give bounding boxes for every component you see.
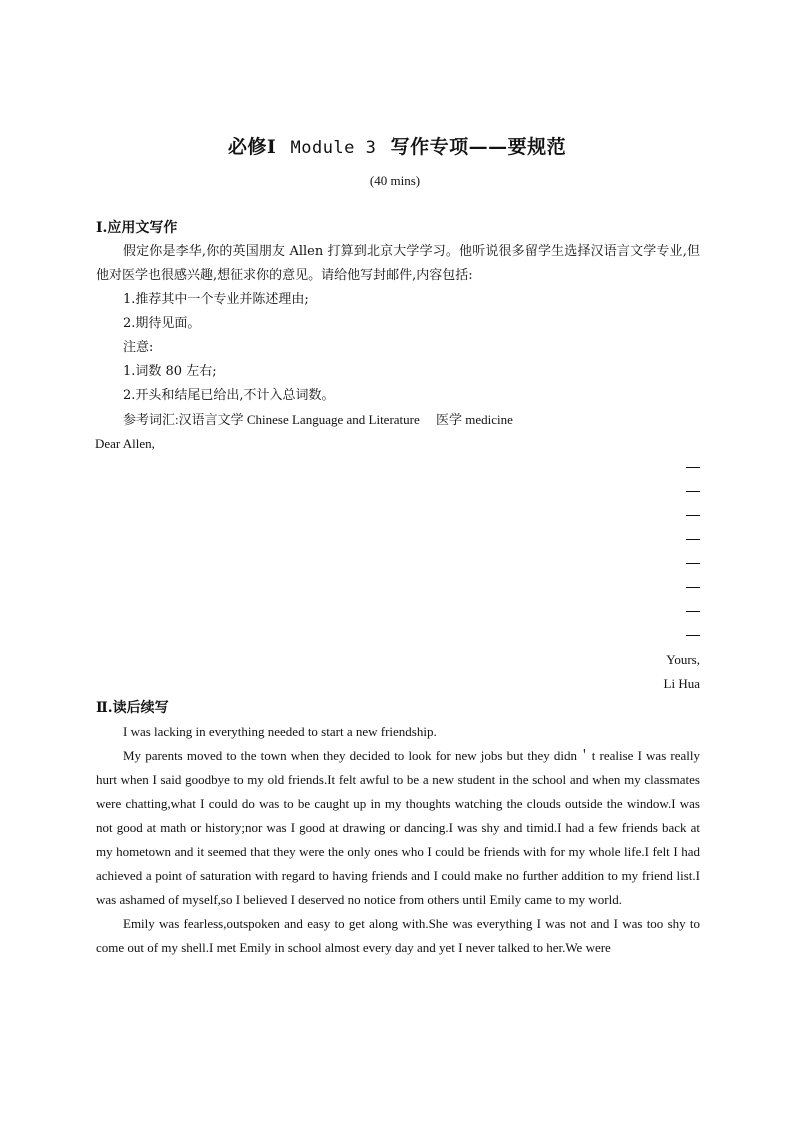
title-suffix: 写作专项——要规范 — [390, 136, 567, 158]
section1-note-label: 注意: — [123, 340, 154, 355]
section1-vocab: 参考词汇:汉语言文学 Chinese Language and Literature 医学 medicine — [123, 412, 513, 427]
section2-paragraph2: My parents moved to the town when they decided to look for new jobs but they didn＇t realise I was really hurt when I said goodbye to my old friends.It felt awful to be a new student in the school and when my classmates were chatting,what I could do was to be caught up in my thoughts watching the clouds outside the window.I was not good at math or history;nor was I good at drawing or dancing.I was shy and timid.I had a few friends back at my hometown and it seemed that they were the only ones who I could be friends with for my whole life.I felt I had achieved a point of saturation with regard to having friends and I could make no further addition to my friend list.I was ashamed of myself,so I believed I deserved no notice from others until Emily came to my world. — [96, 748, 700, 907]
writing-line[interactable] — [96, 456, 700, 480]
page-title — [0, 132, 794, 159]
section1-note1: 1.词数 80 左右; — [123, 364, 217, 379]
section1-note2: 2.开头和结尾已给出,不计入总词数。 — [123, 388, 335, 403]
letter-signature: Li Hua — [663, 676, 700, 691]
section1-point2: 2.期待见面。 — [123, 316, 201, 331]
section2-paragraph3: Emily was fearless,outspoken and easy to get along with.She was everything I was not and I was too shy to come out of my shell.I met Emily in school almost every day and yet I never talked to her.We were — [96, 916, 700, 955]
letter-greeting: Dear Allen, — [95, 436, 155, 451]
writing-line[interactable] — [96, 624, 700, 648]
writing-lines — [96, 456, 700, 648]
title-module: Module 3 — [290, 138, 377, 158]
section1-prompt: 假定你是李华,你的英国朋友 Allen 打算到北京大学学习。他听说很多留学生选择汉语言文学专业,但他对医学也很感兴趣,想征求你的意见。请给他写封邮件,内容包括: — [96, 244, 700, 283]
writing-line[interactable] — [96, 552, 700, 576]
writing-line[interactable] — [96, 528, 700, 552]
section1-heading: Ⅰ.应用文写作 — [96, 220, 178, 236]
writing-line[interactable] — [96, 480, 700, 504]
document-body — [96, 216, 700, 960]
writing-line[interactable] — [96, 504, 700, 528]
writing-line[interactable] — [96, 576, 700, 600]
section2-paragraph1: I was lacking in everything needed to start a new friendship. — [123, 724, 437, 739]
title-prefix: 必修Ⅰ — [227, 136, 277, 158]
time-limit: (40 mins) — [369, 173, 421, 188]
letter-closing: Yours, — [666, 652, 700, 667]
writing-line[interactable] — [96, 600, 700, 624]
section2-heading: Ⅱ.读后续写 — [96, 700, 169, 716]
section1-point1: 1.推荐其中一个专业并陈述理由; — [123, 292, 309, 307]
